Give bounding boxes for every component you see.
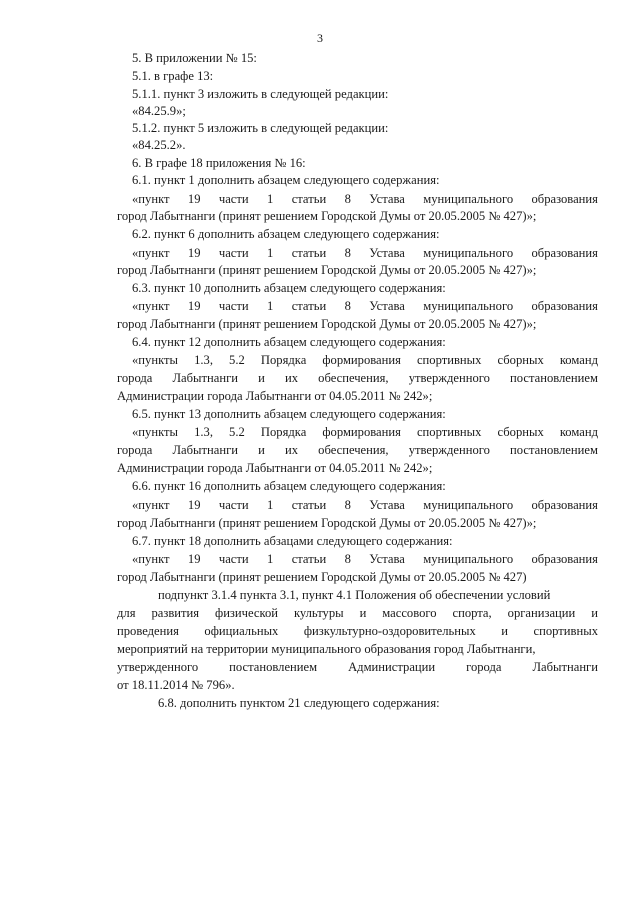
word: «пункты [132,425,178,439]
word: 1.3, [194,353,213,367]
word: обеспечения, [318,371,389,385]
word: муниципального [423,498,514,512]
text-line-l06: «84.25.2». [132,138,186,152]
text-line-l35 [117,659,598,675]
text-line-l02: 5.1. в графе 13: [132,69,214,83]
text-line-l01: 5. В приложении № 15: [132,51,257,65]
text-line-l34: мероприятий на территории муниципального образования город Лабытнанги, [117,642,536,656]
text-line-l28: 6.7. пункт 18 дополнить абзацами следующего содержания: [132,534,453,548]
word: 19 [187,246,201,260]
word: утвержденного [408,443,490,457]
text-line-l17: 6.4. пункт 12 дополнить абзацем следующего содержания: [132,335,446,349]
word: статьи [291,552,327,566]
word: Лабытнанги [172,371,238,385]
word: постановлением [510,371,598,385]
word: и [258,371,265,385]
word: Лабытнанги [532,660,598,674]
word: Устава [369,552,405,566]
word: спорта, [452,606,492,620]
text-line-l03: 5.1.1. пункт 3 изложить в следующей редакции: [132,87,389,101]
word: Устава [369,246,405,260]
word: Устава [369,299,405,313]
text-line-l10: город Лабытнанги (принят решением Городской Думы от 20.05.2005 № 427)»; [117,209,537,223]
text-line-l18 [132,352,598,368]
word: команд [559,425,598,439]
word: культуры [293,606,344,620]
text-line-l30: город Лабытнанги (принят решением Городской Думы от 20.05.2005 № 427) [117,570,527,584]
word: спортивных [533,624,598,638]
text-line-l37: 6.8. дополнить пунктом 21 следующего содержания: [158,696,440,710]
text-line-l12 [132,245,598,261]
word: статьи [291,498,327,512]
word: физкультурно-оздоровительных [303,624,476,638]
word: утвержденного [117,660,199,674]
word: развития [151,606,200,620]
text-line-l04: «84.25.9»; [132,104,186,118]
word: города [466,660,502,674]
word: спортивных [416,353,482,367]
word: 8 [344,552,351,566]
text-line-l19 [117,370,598,386]
word: проведения [117,624,179,638]
word: 8 [344,246,351,260]
word: постановлением [229,660,318,674]
word: города [117,371,153,385]
page-number: 3 [317,31,323,45]
text-line-l26 [132,497,598,513]
word: физической [215,606,278,620]
word: 1 [267,299,274,313]
text-line-l11: 6.2. пункт 6 дополнить абзацем следующего содержания: [132,227,440,241]
word: «пункт [132,498,170,512]
word: 1.3, [194,425,213,439]
word: команд [559,353,598,367]
word: статьи [291,299,327,313]
word: спортивных [416,425,482,439]
word: части [218,498,249,512]
word: образования [531,192,598,206]
word: «пункт [132,299,170,313]
word: официальных [204,624,279,638]
word: обеспечения, [318,443,389,457]
word: муниципального [423,246,514,260]
text-line-l24: Администрации города Лабытнанги от 04.05.2011 № 242»; [117,461,433,475]
text-line-l32 [117,605,598,621]
word: 1 [267,498,274,512]
word: Устава [369,192,405,206]
word: 19 [187,192,201,206]
word: формирования [322,353,401,367]
text-line-l20: Администрации города Лабытнанги от 04.05.2011 № 242»; [117,389,433,403]
word: образования [531,246,598,260]
word: 19 [187,299,201,313]
text-line-l08: 6.1. пункт 1 дополнить абзацем следующего содержания: [132,173,440,187]
text-line-l27: город Лабытнанги (принят решением Городской Думы от 20.05.2005 № 427)»; [117,516,537,530]
word: и [591,606,598,620]
text-line-l07: 6. В графе 18 приложения № 16: [132,156,306,170]
text-line-l14: 6.3. пункт 10 дополнить абзацем следующего содержания: [132,281,446,295]
word: статьи [291,192,327,206]
word: муниципального [423,299,514,313]
text-line-l23 [117,442,598,458]
text-line-l21: 6.5. пункт 13 дополнить абзацем следующего содержания: [132,407,446,421]
word: 19 [187,552,201,566]
word: сборных [497,425,544,439]
text-line-l31: подпункт 3.1.4 пункта 3.1, пункт 4.1 Положения об обеспечении условий [158,588,551,602]
word: муниципального [423,552,514,566]
word: 1 [267,192,274,206]
word: «пункт [132,192,170,206]
word: организации [507,606,576,620]
word: 1 [267,552,274,566]
word: утвержденного [408,371,490,385]
word: 8 [344,498,351,512]
word: части [218,192,249,206]
word: образования [531,498,598,512]
word: формирования [322,425,401,439]
word: Лабытнанги [172,443,238,457]
text-line-l29 [132,551,598,567]
word: части [218,246,249,260]
text-line-l25: 6.6. пункт 16 дополнить абзацем следующего содержания: [132,479,446,493]
word: «пункт [132,552,170,566]
word: части [218,552,249,566]
word: сборных [497,353,544,367]
word: Устава [369,498,405,512]
word: их [285,443,299,457]
text-line-l22 [132,424,598,440]
word: города [117,443,153,457]
word: Порядка [260,353,307,367]
word: Администрации [348,660,436,674]
word: 19 [187,498,201,512]
word: «пункт [132,246,170,260]
text-line-l15 [132,298,598,314]
text-line-l33 [117,623,598,639]
word: постановлением [510,443,598,457]
word: 8 [344,299,351,313]
word: 5.2 [229,353,245,367]
word: образования [531,552,598,566]
word: образования [531,299,598,313]
word: «пункты [132,353,178,367]
word: 8 [344,192,351,206]
text-line-l36: от 18.11.2014 № 796». [117,678,235,692]
text-line-l05: 5.1.2. пункт 5 изложить в следующей редакции: [132,121,389,135]
text-line-l16: город Лабытнанги (принят решением Городской Думы от 20.05.2005 № 427)»; [117,317,537,331]
word: 1 [267,246,274,260]
word: и [359,606,367,620]
word: и [258,443,265,457]
word: для [117,606,136,620]
word: и [501,624,509,638]
text-line-l09 [132,191,598,207]
word: части [218,299,249,313]
word: массового [382,606,437,620]
word: их [285,371,299,385]
word: Порядка [260,425,307,439]
word: муниципального [423,192,514,206]
word: 5.2 [229,425,245,439]
text-line-l13: город Лабытнанги (принят решением Городской Думы от 20.05.2005 № 427)»; [117,263,537,277]
word: статьи [291,246,327,260]
